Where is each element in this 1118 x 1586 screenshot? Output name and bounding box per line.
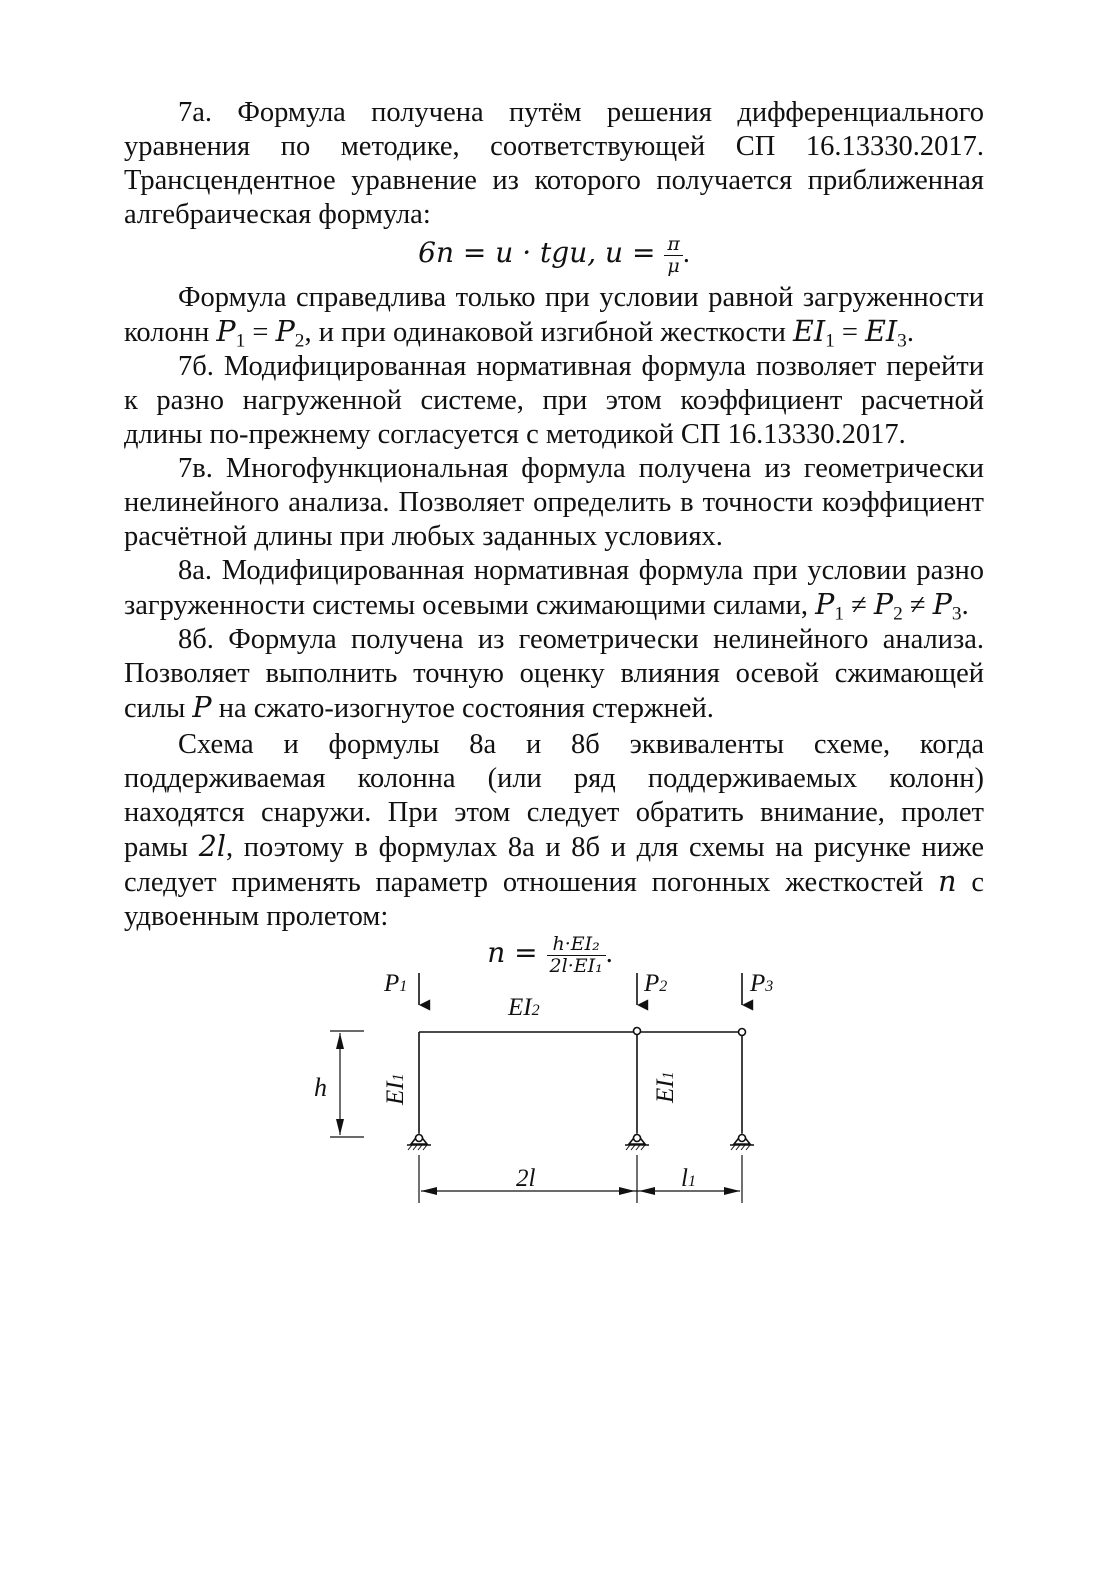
frame-diagram-svg [300,945,820,1215]
label-EI1-left: EI1 [382,1073,409,1105]
math-P: P [216,315,236,348]
math-P: P [873,588,894,621]
label-EI1-right: EI1 [652,1071,679,1103]
subscript: 3 [897,330,907,352]
frame-diagram [300,945,820,1215]
formula-6n-denominator: μ [667,255,680,277]
paragraph-7v: 7в. Многофункциональная формула получена из геометрически нелинейного анализа. Позволяет определить в точности коэффициент расчётной длины при любых заданных условиях. [124,453,984,552]
text-run: Формула справедлива только при условии равной загруженности колонн [124,282,984,348]
formula-n-denominator: 2l·EI₁ [549,955,603,977]
math-P: P [275,315,295,348]
support-left [407,1134,431,1150]
paragraph-scheme [124,728,984,934]
paragraph-condition [124,281,984,350]
formula-6n-numerator: π [664,234,683,256]
text-run: , поэтому в формулах 8а и 8б и для схемы на рисунке ниже следует применять параметр отношения погонных жесткостей [124,832,984,898]
math-EI: EI [865,315,898,348]
support-right [730,1134,754,1150]
text-run: 8а. Модифицированная нормативная формула при условии разно загруженности системы осевыми сжимающими силами, [124,555,984,621]
label-span-2l: 2l [516,1165,536,1192]
text-run: . [906,317,914,348]
hinge-middle [634,1028,641,1035]
subscript: 3 [951,603,962,625]
label-P1: P1 [384,970,408,997]
text-run: = [245,317,276,348]
math-EI: EI [793,315,826,348]
label-h: h [314,1073,327,1102]
text-run: = [834,317,866,348]
subscript: 1 [825,330,835,352]
formula-6n-fraction [664,234,683,277]
math-P: P [192,691,212,724]
subscript: 1 [834,603,845,625]
text-run: с удвоенным пролетом: [124,867,985,932]
formula-6n-tail: . [682,237,690,269]
support-middle [625,1134,649,1150]
paragraph-7b: 7б. Модифицированная нормативная формула позволяет перейти к разно нагруженной системе, при этом коэффициент расчетной длины по-прежнему согласуется с методикой СП 16.13330.2017. [124,351,984,450]
text-run: ≠ [902,590,933,621]
paragraph-7a: 7а. Формула получена путём решения дифференциального уравнения по методике, соответствующей СП 16.13330.2017. Трансцендентное уравнение из которого получается приближенная алгебраическая формула: [124,97,984,230]
text-run: , и при одинаковой изгибной жесткости [304,317,794,348]
text-run: на сжато-изогнутое состояния стержней. [211,693,714,724]
paragraph-8b [124,623,984,726]
body-text [124,96,984,981]
subscript: 2 [893,603,903,625]
formula-n-tail: . [605,937,613,969]
text-run: ≠ [844,590,874,621]
subscript: 2 [294,330,305,352]
paragraph-8a [124,554,984,623]
math-n: n [938,865,957,898]
formula-6n-left: 6n = u · tgu, u = [418,235,665,269]
label-EI2: EI2 [508,994,540,1021]
label-P2: P2 [644,970,668,997]
text-run: Схема и формулы 8а и 8б эквиваленты схеме, когда поддерживаемая колонна (или ряд поддерживаемых колонн) находятся снаружи. При этом следует обратить внимание, пролет рамы [124,729,984,863]
hinge-right [739,1029,746,1036]
math-2l: 2l [198,830,226,863]
formula-n-left: n = [487,935,547,969]
formula-n-numerator: h·EI₂ [547,934,606,956]
text-run: 8б. Формула получена из геометрически нелинейного анализа. Позволяет выполнить точную оценку влияния осевой сжимающей силы [124,624,984,724]
math-P: P [815,588,835,621]
subscript: 1 [235,330,246,352]
label-P3: P3 [750,970,774,997]
text-run: . [961,590,969,621]
formula-6n [124,234,984,277]
label-span-l1: l1 [681,1165,696,1192]
math-P: P [932,588,952,621]
